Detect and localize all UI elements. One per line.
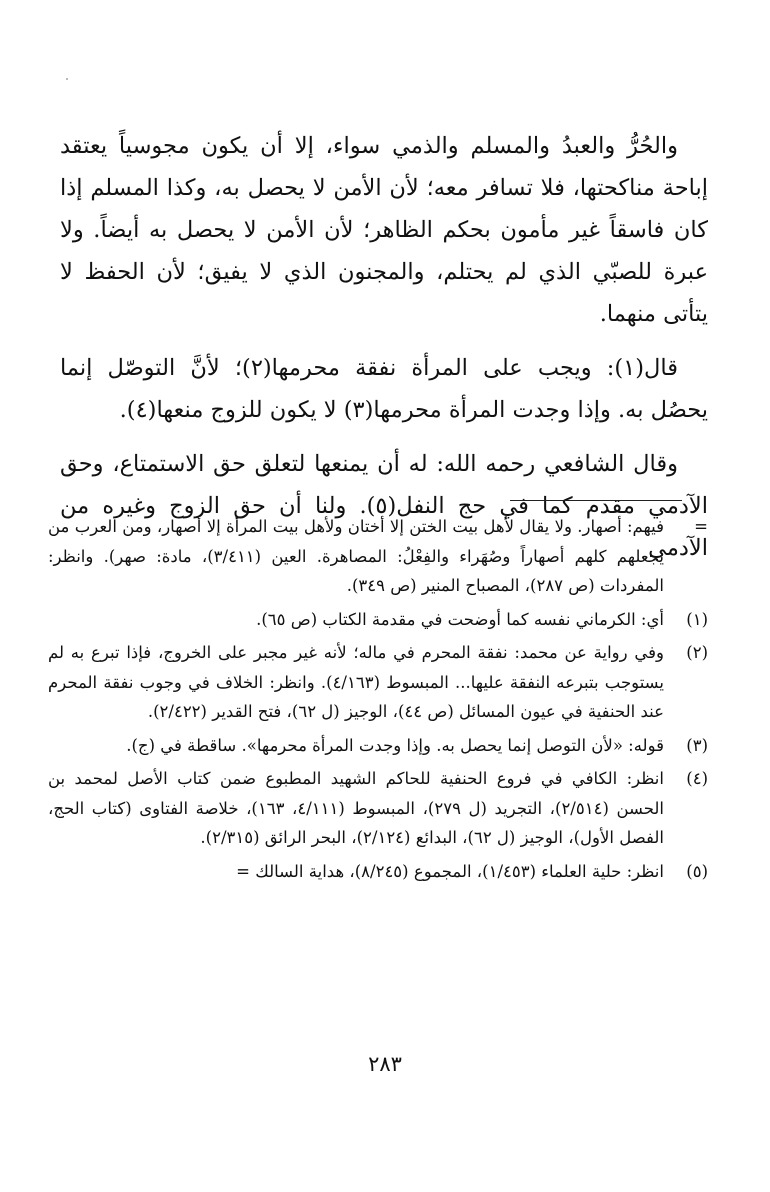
footnote-text: أي: الكرماني نفسه كما أوضحت في مقدمة الكتاب (ص ٦٥). <box>256 609 664 629</box>
scan-speck <box>66 78 68 80</box>
footnote-4 <box>48 764 708 853</box>
footnotes <box>48 512 708 890</box>
footnote-marker: = <box>694 517 708 536</box>
main-paragraph-2: قال(١): ويجب على المرأة نفقة محرمها(٢)؛ لأنَّ التوصّل إنما يحصُل به. وإذا وجدت المرأة محرمها(٣) لا يكون للزوج منعها(٤). <box>60 355 708 423</box>
footnote-number: (٣) <box>686 735 708 755</box>
footnote-number: (٥) <box>686 861 708 881</box>
footnote-text: انظر: حلية العلماء (١/٤٥٣)، المجموع (٨/٢٤٥)، هداية السالك = <box>236 861 664 881</box>
footnote-text: فيهم: أصهار. ولا يقال لأهل بيت الختن إلا أختان ولأهل بيت المرأة إلا أصهار، ومن العرب من يجعلهم كلهم أصهاراً وصُهَراء والفِعْلُ: المصاهرة. العين (٣/٤١١)، مادة: صهر). وانظر: المفردات (ص ٢٨٧)، المصباح المنير (ص ٣٤٩). <box>48 517 664 595</box>
main-paragraph-3: وقال الشافعي رحمه الله: له أن يمنعها لتعلق حق الاستمتاع، وحق الآدمي مقدم كما في حج النفل(٥). ولنا أن حق الزوج وغيره من الآدمي <box>60 451 708 561</box>
footnote-2 <box>48 638 708 727</box>
main-paragraph-1: والحُرُّ والعبدُ والمسلم والذمي سواء، إلا أن يكون مجوسياً يعتقد إباحة مناكحتها، فلا تسافر معه؛ لأن الأمن لا يحصل به، وكذا المسلم إذا كان فاسقاً غير مأمون بحكم الظاهر؛ لأن الأمن لا يحصل به أيضاً. ولا عبرة للصبّي الذي لم يحتلم، والمجنون الذي لا يفيق؛ لأن الحفظ لا يتأتى منهما. <box>60 133 708 327</box>
footnote-text: قوله: «لأن التوصل إنما يحصل به. وإذا وجدت المرأة محرمها». ساقطة في (ج). <box>126 735 664 755</box>
footnote-3 <box>48 731 708 761</box>
page-number: ٢٨٣ <box>368 1052 402 1076</box>
footnote-text: وفي رواية عن محمد: نفقة المحرم في ماله؛ لأنه غير مجبر على الخروج، فإذا تبرع به لم يستوجب بتبرعه النفقة عليها... المبسوط (٤/١٦٣). وانظر: الخلاف في وجوب نفقة المحرم عند الحنفية في عيون المسائل (ص ٤٤)، الوجيز (ل ٦٢)، فتح القدير (٢/٤٢٢). <box>48 643 664 721</box>
footnote-text: انظر: الكافي في فروع الحنفية للحاكم الشهيد المطبوع ضمن كتاب الأصل لمحمد بن الحسن (٢/٥١٤)، التجريد (ل ٢٧٩)، المبسوط (٤/١١١، ١٦٣)، خلاصة الفتاوى (كتاب الحج، الفصل الأول)، الوجيز (ل ٦٢)، البدائع (٢/١٢٤)، البحر الرائق (٢/٣١٥). <box>48 769 664 847</box>
footnote-number: (١) <box>686 609 708 629</box>
main-text <box>60 125 708 569</box>
footnote-number: (٤) <box>686 769 708 788</box>
footnote-continuation <box>48 512 708 601</box>
footnote-5 <box>48 857 708 887</box>
footnote-separator <box>510 500 682 501</box>
footnote-number: (٢) <box>686 643 708 662</box>
footnote-1 <box>48 605 708 635</box>
